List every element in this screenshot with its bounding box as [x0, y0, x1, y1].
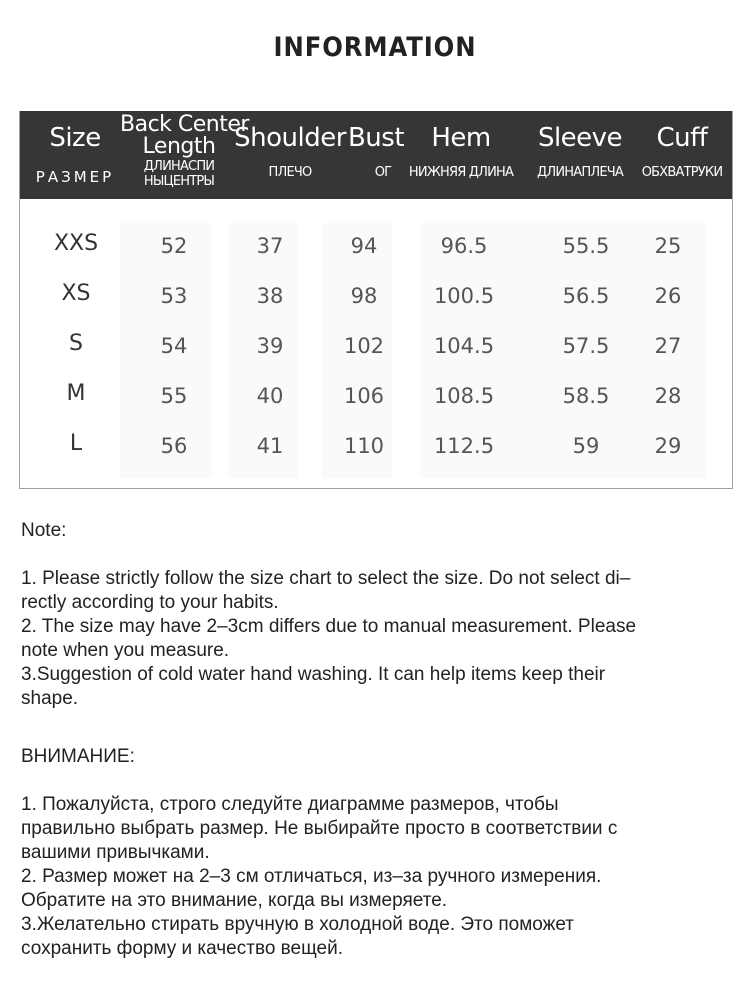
cell-sleeve: 56.5 — [562, 284, 610, 308]
note-line: 1. Please strictly follow the size chart to select the size. Do not select di– — [21, 568, 631, 589]
cell-hem: 112.5 — [433, 434, 495, 458]
cell-sleeve: 58.5 — [562, 384, 610, 408]
note-line: 2. The size may have 2–3cm differs due to manual measurement. Please — [21, 616, 637, 637]
column-header-hem — [402, 111, 520, 199]
column-header-size — [20, 111, 130, 199]
column-header-ru: РАЗМЕР — [35, 168, 115, 186]
cell-sleeve: 55.5 — [562, 234, 610, 258]
cell-hem: 96.5 — [440, 234, 488, 258]
column-header-en: Size — [49, 123, 101, 153]
note-line: note when you measure. — [21, 640, 230, 661]
column-header-en: Shoulder — [234, 123, 346, 153]
column-header-en: Sleeve — [537, 123, 623, 153]
column-header-ru: НИЖНЯЯ ДЛИНА — [408, 165, 514, 180]
cell-bust: 98 — [350, 284, 378, 308]
note-line: rectly according to your habits. — [21, 592, 279, 613]
cell-hem: 100.5 — [433, 284, 495, 308]
cell-shoulder: 37 — [256, 234, 284, 258]
notes-heading: ВНИМАНИЕ: — [21, 746, 135, 767]
cell-cuff: 26 — [654, 284, 682, 308]
column-header-en-line: Back Center — [120, 112, 249, 137]
cell-back-center-length: 54 — [160, 334, 188, 358]
cell-back-center-length: 53 — [160, 284, 188, 308]
cell-hem: 108.5 — [433, 384, 495, 408]
cell-size: L — [69, 431, 83, 456]
column-header-sleeve — [526, 111, 634, 199]
notes-english — [21, 519, 731, 711]
note-line: 3.Желательно стирать вручную в холодной воде. Это поможет — [21, 914, 575, 935]
cell-size: S — [69, 331, 83, 356]
column-header-back-center-length — [120, 111, 249, 199]
note-line: вашими привычками. — [21, 842, 210, 863]
notes-heading: Note: — [21, 520, 67, 541]
cell-bust: 110 — [343, 434, 385, 458]
table-row — [20, 374, 732, 424]
column-header-en — [120, 112, 249, 159]
cell-shoulder: 38 — [256, 284, 284, 308]
cell-cuff: 27 — [654, 334, 682, 358]
cell-bust: 102 — [343, 334, 385, 358]
cell-back-center-length: 52 — [160, 234, 188, 258]
cell-back-center-length: 56 — [160, 434, 188, 458]
column-header-cuff — [634, 111, 730, 199]
column-header-en-line: Length — [142, 134, 216, 159]
cell-sleeve: 57.5 — [562, 334, 610, 358]
note-line: правильно выбрать размер. Не выбирайте просто в соответствии с — [21, 818, 618, 839]
cell-cuff: 29 — [654, 434, 682, 458]
table-body — [20, 199, 732, 488]
cell-bust: 94 — [350, 234, 378, 258]
cell-sleeve: 59 — [572, 434, 600, 458]
note-line: shape. — [21, 688, 79, 709]
cell-shoulder: 41 — [256, 434, 284, 458]
column-header-ru: ДЛИНАПЛЕЧА — [537, 165, 623, 180]
note-line: Обратите на это внимание, когда вы измеряете. — [21, 890, 448, 911]
note-line: сохранить форму и качество вещей. — [21, 938, 343, 959]
column-header-en: Hem — [431, 123, 491, 153]
cell-back-center-length: 55 — [160, 384, 188, 408]
column-header-ru: ОБХВАТРУКИ — [641, 165, 723, 180]
table-row — [20, 324, 732, 374]
table-header — [20, 111, 732, 199]
table-row — [20, 224, 732, 274]
column-header-shoulder — [232, 111, 348, 199]
column-header-bust — [342, 111, 410, 199]
cell-shoulder: 40 — [256, 384, 284, 408]
notes-russian — [21, 745, 731, 961]
column-header-en: Cuff — [656, 123, 708, 153]
column-header-ru — [120, 159, 238, 189]
cell-hem: 104.5 — [433, 334, 495, 358]
note-line: 3.Suggestion of cold water hand washing. It can help items keep their — [21, 664, 606, 685]
cell-shoulder: 39 — [256, 334, 284, 358]
cell-size: XXS — [53, 231, 99, 256]
table-row — [20, 274, 732, 324]
column-header-en: Bust — [347, 123, 405, 153]
cell-bust: 106 — [343, 384, 385, 408]
column-header-ru-line: ДЛИНАСПИ — [143, 159, 215, 174]
cell-cuff: 25 — [654, 234, 682, 258]
size-chart-table — [19, 111, 733, 489]
note-line: 2. Размер может на 2–3 см отличаться, из–за ручного измерения. — [21, 866, 602, 887]
table-row — [20, 424, 732, 474]
note-line: 1. Пожалуйста, строго следуйте диаграмме размеров, чтобы — [21, 794, 559, 815]
page-title: INFORMATION — [273, 32, 477, 63]
cell-size: XS — [61, 281, 91, 306]
column-header-ru: ОГ — [374, 165, 392, 180]
column-header-ru: ПЛЕЧО — [268, 165, 312, 180]
cell-cuff: 28 — [654, 384, 682, 408]
column-header-ru-line: НЫЦЕНТРЫ — [143, 174, 215, 189]
cell-size: M — [66, 381, 86, 406]
